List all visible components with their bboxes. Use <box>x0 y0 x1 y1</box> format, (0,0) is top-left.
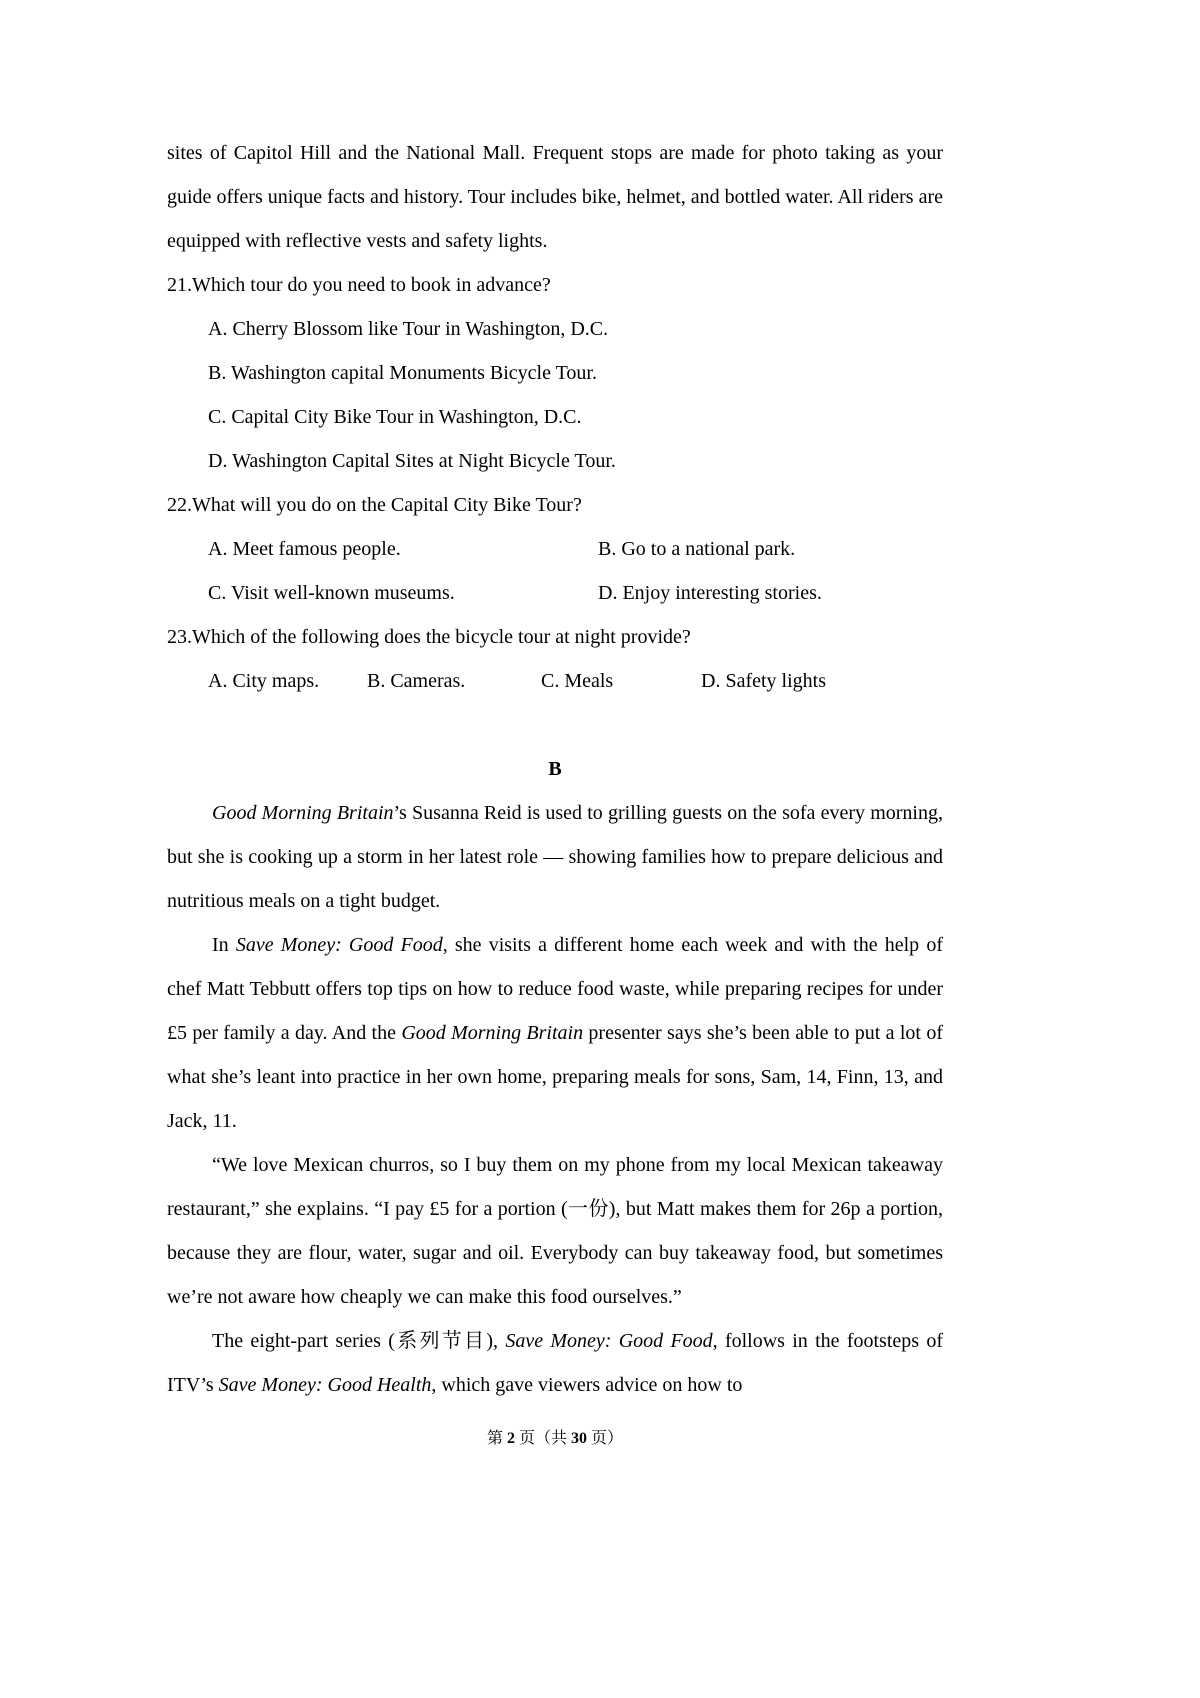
question-22 <box>167 483 943 615</box>
page-footer <box>167 1427 943 1451</box>
footer-page-number: 2 <box>506 1430 515 1447</box>
question-22-option-a: A. Meet famous people. <box>208 538 401 560</box>
show-title-italic: Save Money: Good Food <box>505 1330 713 1352</box>
question-23-option-b: B. Cameras. <box>367 670 466 692</box>
question-22-option-b: B. Go to a national park. <box>598 538 796 560</box>
passage-b-paragraph-1 <box>167 791 943 923</box>
question-22-options-row-2 <box>167 571 943 615</box>
footer-text: 页（共 <box>514 1430 571 1447</box>
passage-b-paragraph-2 <box>167 923 943 1143</box>
question-23-option-c: C. Meals <box>541 670 614 692</box>
paragraph-text: ’s Susanna Reid is used to grilling guests on the sofa every morning, but she is cooking up a storm in her latest role — showing families how to prepare delicious and nutritious meals on a tight budget. <box>167 802 943 912</box>
paragraph-text: The eight-part series (系列节目), <box>212 1330 506 1352</box>
passage-b-paragraph-4 <box>167 1319 943 1407</box>
paragraph-text: , she visits a different home each week and with the help of chef Matt Tebbutt offers top tips on how to reduce food waste, while preparing recipes for under £5 per family a day. And the <box>167 934 943 1044</box>
footer-text: 页） <box>587 1430 624 1447</box>
show-title-italic: Save Money: Good Health <box>218 1374 432 1396</box>
question-21-option-c: C. Capital City Bike Tour in Washington, D.C. <box>208 406 582 428</box>
question-23-option-a: A. City maps. <box>208 670 320 692</box>
question-21-option-d: D. Washington Capital Sites at Night Bicycle Tour. <box>208 450 616 472</box>
question-21-option-b: B. Washington capital Monuments Bicycle Tour. <box>208 362 597 384</box>
question-22-options-row-1 <box>167 527 943 571</box>
show-title-italic: Good Morning Britain <box>212 802 394 824</box>
show-title-italic: Save Money: Good Food <box>235 934 443 956</box>
question-21-option-a: A. Cherry Blossom like Tour in Washington, D.C. <box>208 318 609 340</box>
question-22-option-c: C. Visit well-known museums. <box>208 582 455 604</box>
question-22-option-d: D. Enjoy interesting stories. <box>598 582 822 604</box>
show-title-italic: Good Morning Britain <box>401 1022 584 1044</box>
paragraph-text: presenter says she’s been able to put a lot of what she’s leant into practice in her own home, preparing meals for sons, Sam, 14, Finn, 13, and Jack, 11. <box>167 1022 943 1132</box>
paragraph-text: In <box>212 934 236 956</box>
question-23 <box>167 615 943 703</box>
question-23-options-row <box>167 659 943 703</box>
question-21-text: 21.Which tour do you need to book in advance? <box>167 274 551 296</box>
question-23-option-d: D. Safety lights <box>701 670 826 692</box>
passage-b-paragraph-3: “We love Mexican churros, so I buy them on my phone from my local Mexican takeaway restaurant,” she explains. “I pay £5 for a portion (一份), but Matt makes them for 26p a portion, because they are flour, water, sugar and oil. Everybody can buy takeaway food, but sometimes we’re not aware how cheaply we can make this food ourselves.” <box>167 1154 943 1308</box>
paragraph-text: , which gave viewers advice on how to <box>431 1374 743 1396</box>
footer-total-pages: 30 <box>571 1430 587 1447</box>
question-23-text: 23.Which of the following does the bicycle tour at night provide? <box>167 626 691 648</box>
page-content <box>167 131 943 1407</box>
question-21 <box>167 263 943 483</box>
section-b-header: B <box>548 758 562 780</box>
paragraph-text: , follows in the footsteps of ITV’s <box>167 1330 943 1396</box>
passage-a-continuation: sites of Capitol Hill and the National Mall. Frequent stops are made for photo taking as your guide offers unique facts and history. Tour includes bike, helmet, and bottled water. All riders are equipped with reflective vests and safety lights. <box>167 142 943 252</box>
question-22-text: 22.What will you do on the Capital City Bike Tour? <box>167 494 582 516</box>
footer-text: 第 <box>486 1430 507 1447</box>
